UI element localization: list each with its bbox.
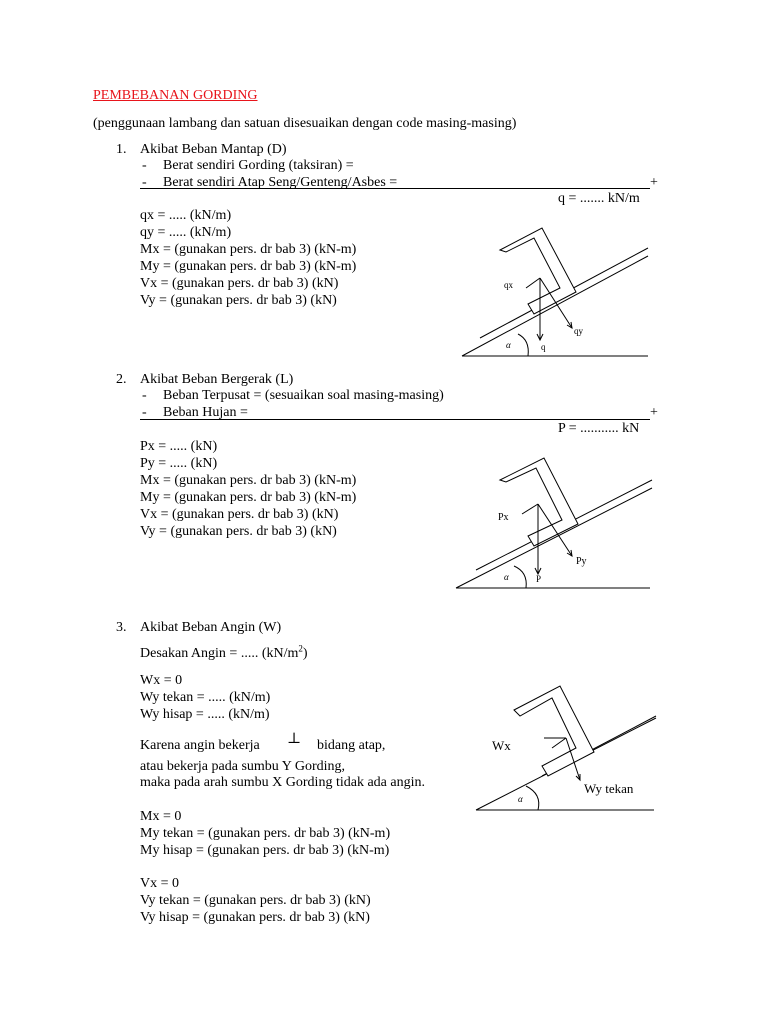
section2-number: 2. [116,372,127,387]
perpendicular-symbol: ⊥ [287,731,302,747]
section3-wy-hisap: Wy hisap = ..... (kN/m) [140,707,270,722]
section2-vx: Vx = (gunakan pers. dr bab 3) (kN) [140,507,339,522]
section3-my-tekan: My tekan = (gunakan pers. dr bab 3) (kN-m) [140,826,391,841]
section3-explain-2: maka pada arah sumbu X Gording tidak ada angin. [140,775,425,790]
section2-sum-rule [140,419,650,420]
angle-arc [518,334,528,356]
label-alpha: α [506,340,511,350]
section3-vy-hisap: Vy hisap = (gunakan pers. dr bab 3) (kN) [140,910,370,925]
section3-mx: Mx = 0 [140,809,182,824]
section2-bullet-point-load: Beban Terpusat = (sesuaikan soal masing-masing) [163,388,444,403]
qx-arrow [526,278,540,288]
section3-number: 3. [116,620,127,635]
page-title: PEMBEBANAN GORDING [93,88,258,103]
wx-arrow [552,738,566,748]
section3-because-post: bidang atap, [317,738,386,753]
purlin-section [500,458,578,546]
wind-pressure-exponent: 2 [298,643,303,654]
label-alpha: α [504,572,509,582]
section2-my: My = (gunakan pers. dr bab 3) (kN-m) [140,490,357,505]
label-q: q [541,342,546,352]
section3-purlin-diagram [470,678,660,814]
section1-heading: Akibat Beban Mantap (D) [140,142,287,157]
section1-qx: qx = ..... (kN/m) [140,208,232,223]
page-subtitle: (penggunaan lambang dan satuan disesuaikan dengan code masing-masing) [93,116,517,131]
section3-because-pre: Karena angin bekerja [140,738,260,753]
wind-pressure-close: ) [302,646,308,661]
label-alpha: α [518,794,523,804]
section1-bullet-roof-weight: Berat sendiri Atap Seng/Genteng/Asbes = [163,175,398,190]
section1-mx: Mx = (gunakan pers. dr bab 3) (kN-m) [140,242,357,257]
label-wy-tekan: Wy tekan [584,781,634,796]
section2-bullet-dash: - [142,388,147,403]
label-py: Py [576,556,587,567]
section1-bullet-own-weight: Berat sendiri Gording (taksiran) = [163,158,354,173]
section1-plus-sign: + [650,175,658,190]
label-p: P [536,574,542,584]
section3-explain-1: atau bekerja pada sumbu Y Gording, [140,759,346,774]
section2-plus-sign: + [650,405,658,420]
section1-purlin-diagram [450,222,660,362]
angle-arc [526,786,539,810]
section3-wx: Wx = 0 [140,673,183,688]
section1-qy: qy = ..... (kN/m) [140,225,232,240]
label-px: Px [498,512,509,523]
wind-pressure-text: Desakan Angin = ..... (kN/m [140,646,299,661]
angle-arc [514,566,526,588]
section3-wy-tekan: Wy tekan = ..... (kN/m) [140,690,271,705]
section2-mx: Mx = (gunakan pers. dr bab 3) (kN-m) [140,473,357,488]
label-qx: qx [504,280,513,290]
section1-vx: Vx = (gunakan pers. dr bab 3) (kN) [140,276,339,291]
section1-bullet-dash: - [142,175,147,190]
section2-vy: Vy = (gunakan pers. dr bab 3) (kN) [140,524,337,539]
section2-purlin-diagram [448,452,660,592]
section2-total: P = ........... kN [558,421,640,436]
section2-heading: Akibat Beban Bergerak (L) [140,372,294,387]
label-wx: Wx [492,738,511,753]
section2-bullet-rain-load: Beban Hujan = [163,405,248,420]
section2-py: Py = ..... (kN) [140,456,218,471]
section2-px: Px = ..... (kN) [140,439,218,454]
section1-my: My = (gunakan pers. dr bab 3) (kN-m) [140,259,357,274]
section1-sum-rule [140,188,650,189]
section1-total: q = ....... kN/m [558,191,640,206]
section1-number: 1. [116,142,127,157]
section3-vy-tekan: Vy tekan = (gunakan pers. dr bab 3) (kN) [140,893,371,908]
px-arrow [522,504,538,514]
section2-bullet-dash: - [142,405,147,420]
section3-wind-pressure [140,643,308,662]
purlin-section [514,686,594,776]
section3-my-hisap: My hisap = (gunakan pers. dr bab 3) (kN-m) [140,843,390,858]
label-qy: qy [574,326,583,336]
section3-heading: Akibat Beban Angin (W) [140,620,282,635]
section1-vy: Vy = (gunakan pers. dr bab 3) (kN) [140,293,337,308]
section1-bullet-dash: - [142,158,147,173]
section3-vx: Vx = 0 [140,876,180,891]
